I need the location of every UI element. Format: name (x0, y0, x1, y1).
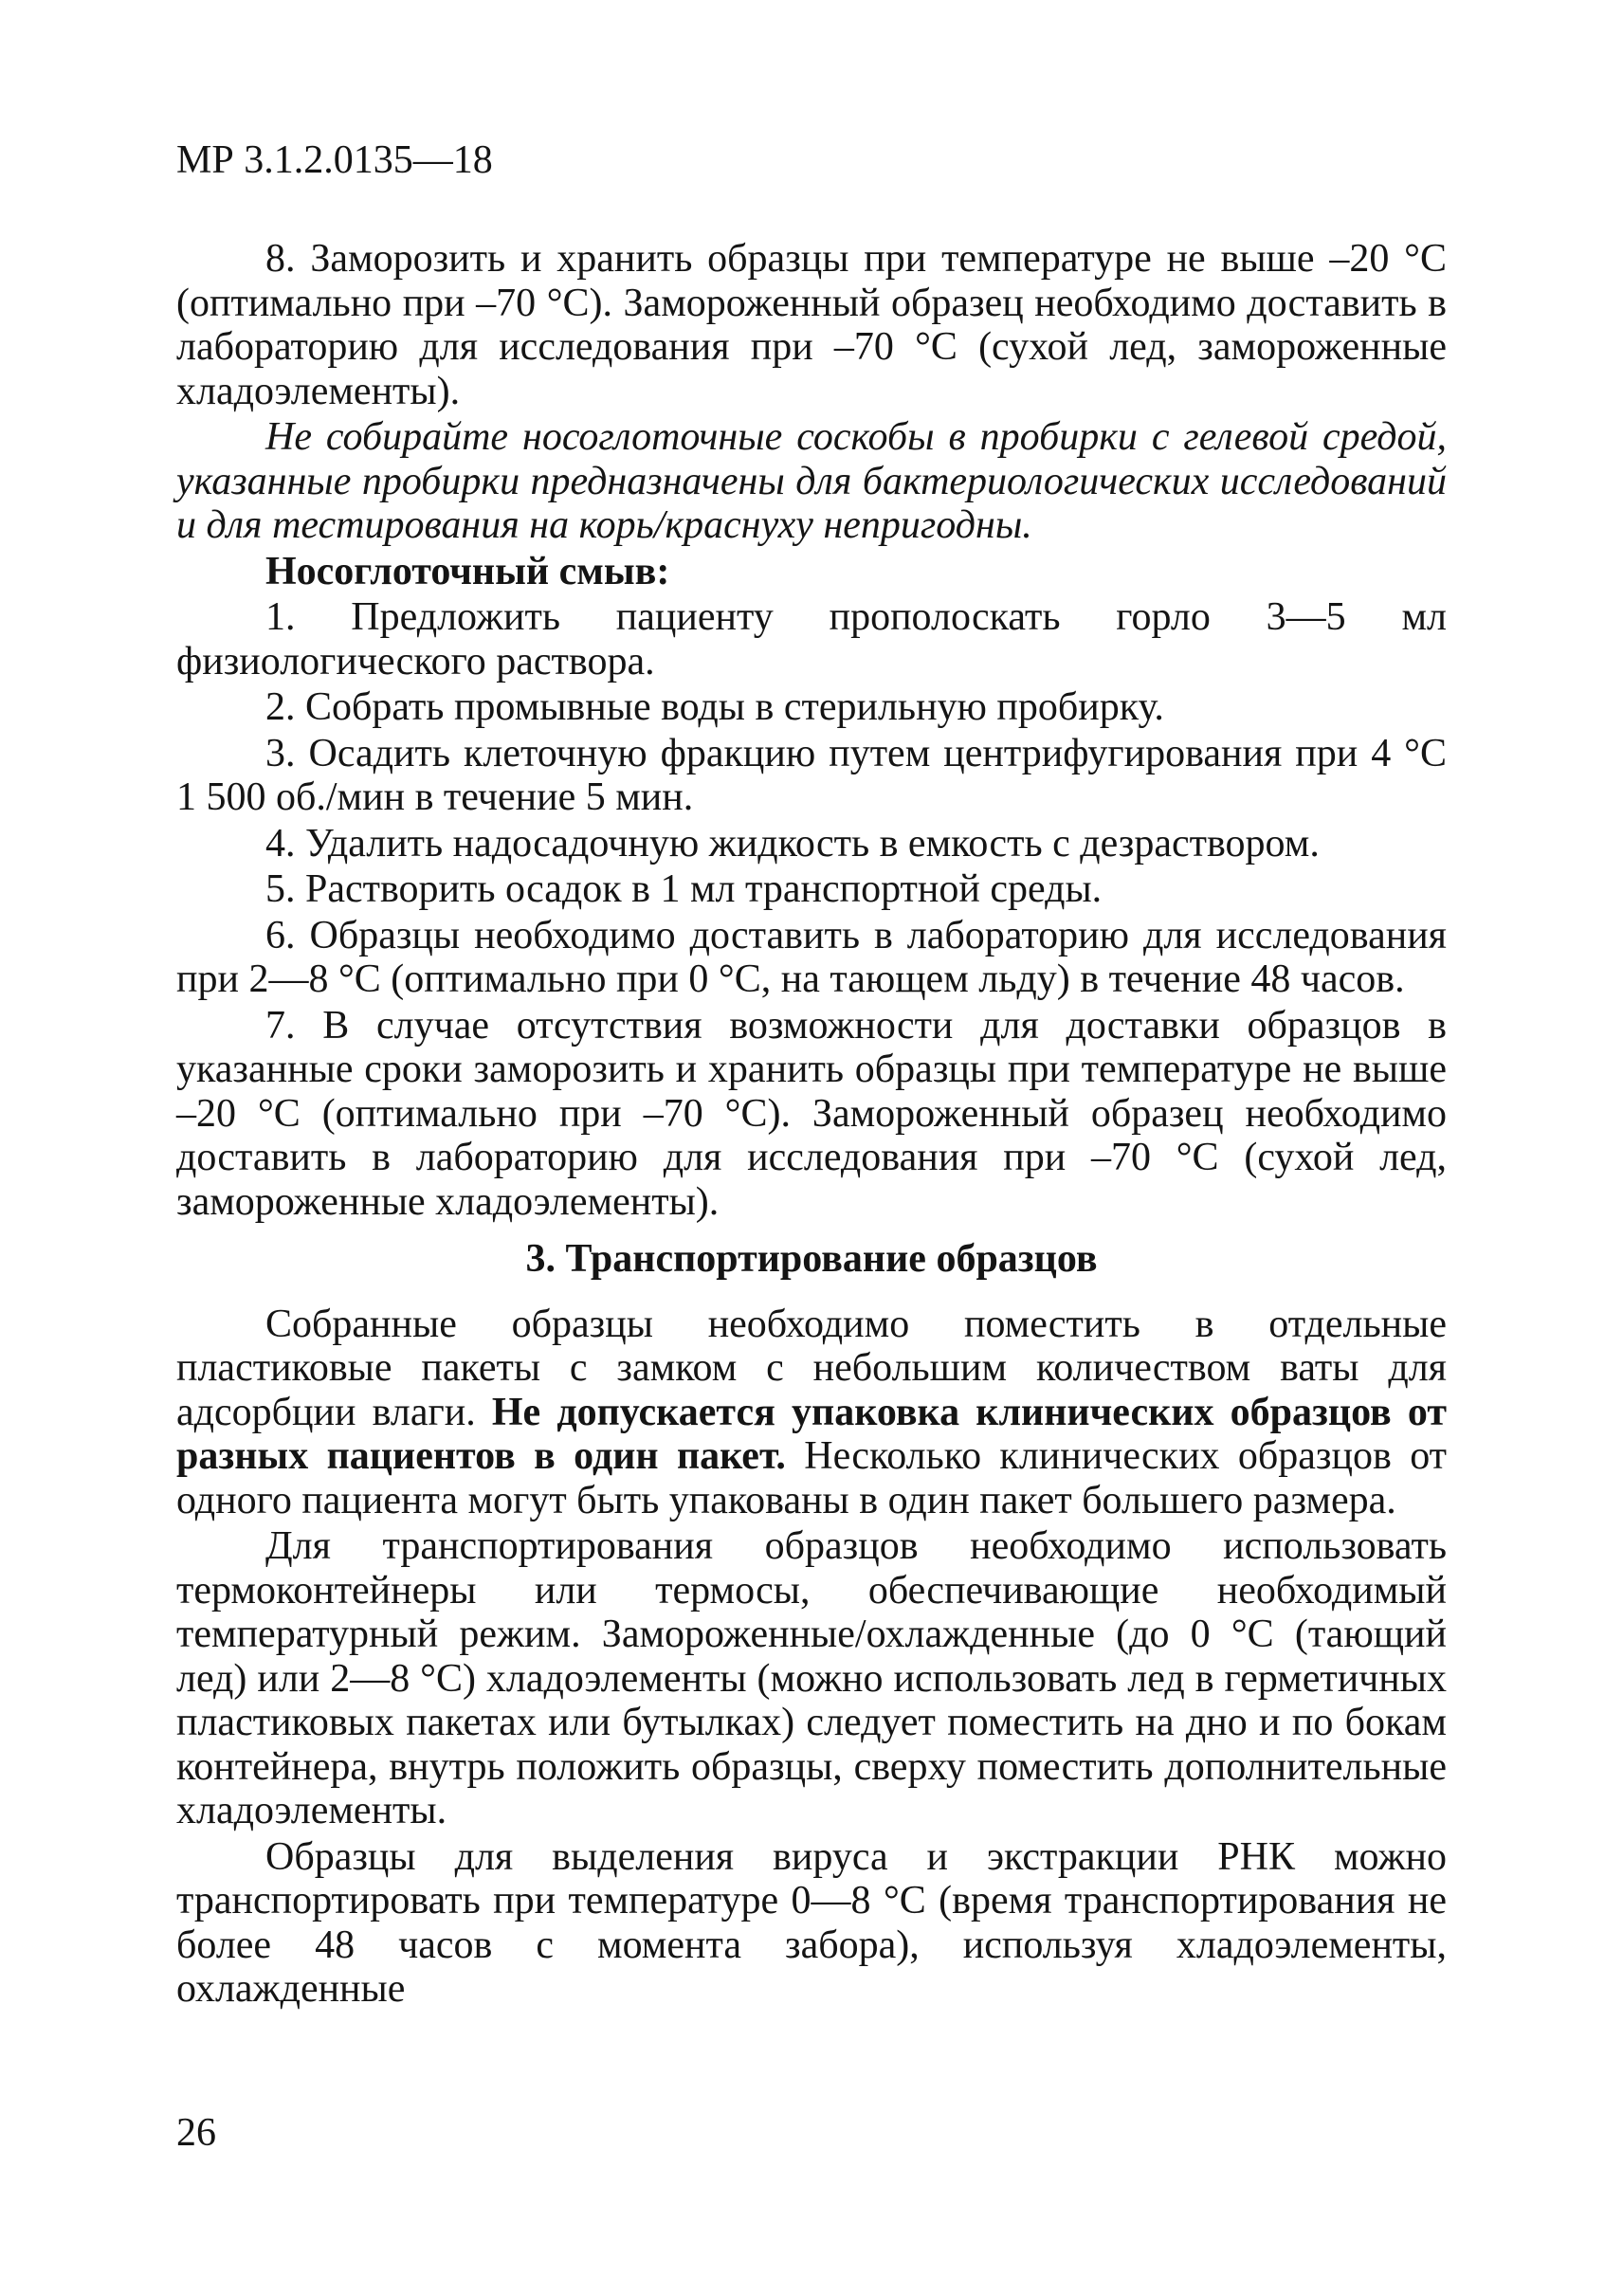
section-3-paragraph-3: Образцы для выделения вируса и экстракции РНК можно транспортировать при температуре 0—8 °С (время транспортирования не более 48 часов с момента забора), используя хладоэлементы, охлажденные (176, 1834, 1447, 2011)
section-3-paragraph-1-end: Несколько клинических образцов от одного пациента могут быть упакованы в один пакет большего размера. (176, 1434, 1448, 1522)
wash-step-6: 6. Образцы необходимо доставить в лабораторию для исследования при 2—8 °С (оптимально при 0 °С, на тающем льду) в течение 48 часов. (176, 913, 1447, 1001)
warning-paragraph: Не собирайте носоглоточные соскобы в пробирки с гелевой средой, указанные пробирки предназначены для бактериологических исследований и для тестирования на корь/краснуху непригодны. (176, 415, 1447, 547)
page-body (176, 237, 1447, 2012)
section-3-paragraph-1-start: Собранные образцы необходимо поместить в отдельные пластиковые пакеты с замком с небольшим количеством ваты для адсорбции влаги. (176, 1302, 1447, 1434)
section-3-paragraph-2: Для транспортирования образцов необходимо использовать термоконтейнеры или термосы, обеспечивающие необходимый температурный режим. Замороженные/охлажденные (до 0 °С (тающий лед) или 2—8 °С) хладоэлементы (можно использовать лед в герметичных пластиковых пакетах или бутылках) следует поместить на дно и по бокам контейнера, внутрь положить образцы, сверху поместить дополнительные хладоэлементы. (176, 1524, 1447, 1832)
wash-step-4: 4. Удалить надосадочную жидкость в емкость с дезраствором. (265, 821, 1320, 866)
wash-step-2: 2. Собрать промывные воды в стерильную пробирку. (265, 685, 1164, 729)
paragraph-step-8: 8. Заморозить и хранить образцы при температуре не выше –20 °С (оптимально при –70 °С). Замороженный образец необходимо доставить в лабораторию для исследования при –70 °С (сухой лед, замороженные хладоэлементы). (176, 237, 1447, 413)
wash-step-3: 3. Осадить клеточную фракцию путем центрифугирования при 4 °С 1 500 об./мин в течение 5 мин. (176, 731, 1447, 819)
wash-step-7: 7. В случае отсутствия возможности для доставки образцов в указанные сроки заморозить и хранить образцы при температуре не выше –20 °С (оптимально при –70 °С). Замороженный образец необходимо доставить в лабораторию для исследования при –70 °С (сухой лед, замороженные хладоэлементы). (176, 1003, 1447, 1224)
page-number: 26 (176, 2111, 216, 2155)
document-code-header: МР 3.1.2.0135—18 (176, 138, 493, 182)
section-3-title: 3. Транспортирование образцов (525, 1237, 1098, 1281)
packaging-prohibition-text: Не допускается упаковка клинических образцов от разных пациентов в один пакет. (176, 1390, 1447, 1478)
section-3-paragraph-1 (176, 1303, 1447, 1523)
wash-step-1: 1. Предложить пациенту прополоскать горло 3—5 мл физиологического раствора. (176, 595, 1447, 683)
nasopharyngeal-wash-heading: Носоглоточный смыв: (265, 549, 670, 593)
wash-step-5: 5. Растворить осадок в 1 мл транспортной среды. (265, 867, 1103, 911)
